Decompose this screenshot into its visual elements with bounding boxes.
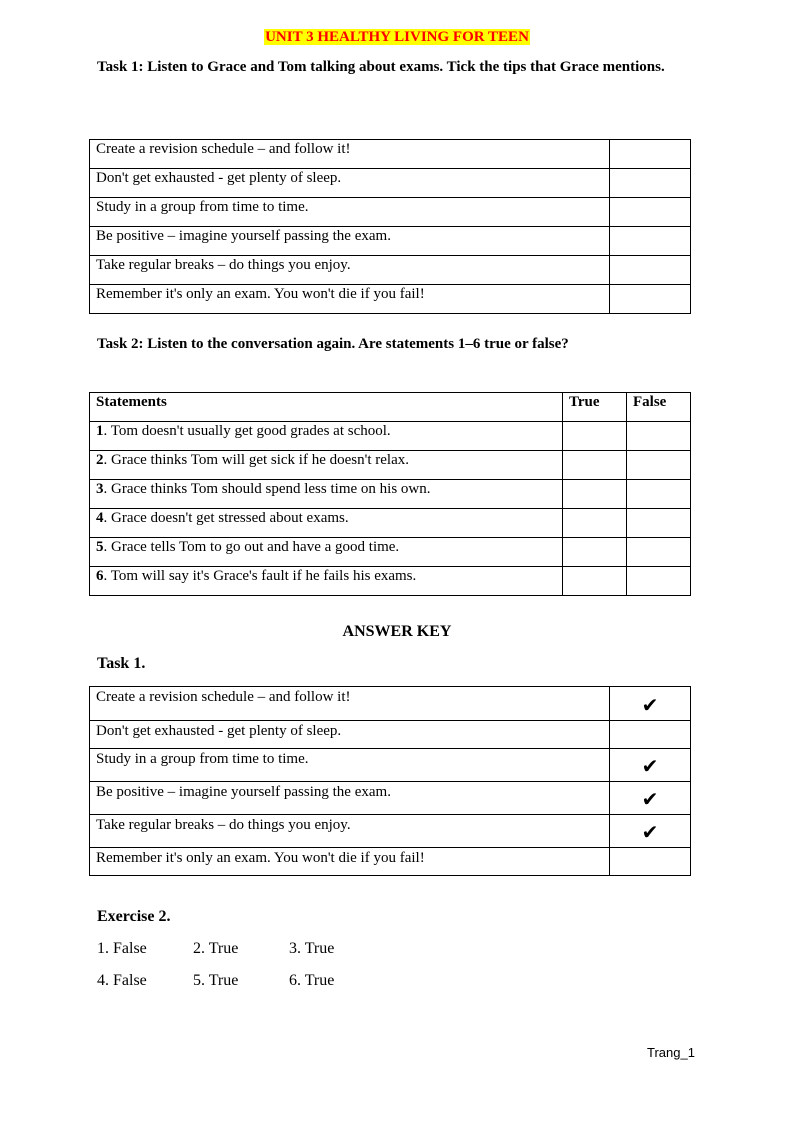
page-number: Trang_1 [647, 1045, 695, 1060]
answer-task1-label: Task 1. [97, 655, 146, 672]
tick-cell[interactable] [610, 169, 691, 198]
statement-number: 5 [96, 539, 104, 555]
tip-cell: Study in a group from time to time. [90, 198, 610, 227]
false-cell[interactable] [627, 538, 691, 567]
statement-number: 1 [96, 423, 104, 439]
tick-cell[interactable] [610, 256, 691, 285]
empty-mark-cell [610, 721, 691, 749]
tip-cell: Don't get exhausted - get plenty of sleep. [90, 169, 610, 198]
answer-item: 4. False [97, 972, 147, 989]
table-row [90, 848, 691, 876]
answer-item: 2. True [193, 940, 239, 957]
checkmark-icon: ✔ [610, 815, 691, 848]
table-row [90, 285, 691, 314]
tick-cell[interactable] [610, 198, 691, 227]
tip-cell: Be positive – imagine yourself passing the exam. [90, 782, 610, 815]
exercise2-answers-row [97, 972, 385, 990]
tip-cell: Create a revision schedule – and follow it! [90, 140, 610, 169]
exercise2-answers-row [97, 940, 385, 958]
tip-cell: Remember it's only an exam. You won't die if you fail! [90, 285, 610, 314]
tick-cell[interactable] [610, 140, 691, 169]
true-cell[interactable] [563, 422, 627, 451]
table-row [90, 422, 691, 451]
statement-number: 2 [96, 452, 104, 468]
table-row [90, 227, 691, 256]
table-row [90, 451, 691, 480]
table-row [90, 198, 691, 227]
checkmark-icon: ✔ [610, 749, 691, 782]
false-cell[interactable] [627, 509, 691, 538]
statement-text: . Grace tells Tom to go out and have a good time. [103, 539, 400, 555]
table-row [90, 782, 691, 815]
tick-cell[interactable] [610, 285, 691, 314]
statement-number: 3 [96, 481, 104, 497]
tip-cell: Be positive – imagine yourself passing the exam. [90, 227, 610, 256]
false-cell[interactable] [627, 451, 691, 480]
table-row [90, 256, 691, 285]
task2-table [89, 392, 691, 596]
table-row [90, 815, 691, 848]
true-header: True [563, 393, 627, 422]
statement-number: 4 [96, 510, 104, 526]
answer-key-heading: ANSWER KEY [342, 623, 452, 640]
tip-cell: Remember it's only an exam. You won't die if you fail! [90, 848, 610, 876]
statements-header: Statements [90, 393, 563, 422]
checkmark-icon: ✔ [610, 782, 691, 815]
table-row [90, 749, 691, 782]
tip-cell: Don't get exhausted - get plenty of sleep. [90, 721, 610, 749]
statement-cell [90, 480, 563, 509]
false-cell[interactable] [627, 480, 691, 509]
statement-cell [90, 538, 563, 567]
table-row [90, 140, 691, 169]
true-cell[interactable] [563, 567, 627, 596]
false-header: False [627, 393, 691, 422]
answer-item: 1. False [97, 940, 147, 957]
statement-cell [90, 567, 563, 596]
statement-text: . Grace thinks Tom will get sick if he doesn't relax. [103, 452, 409, 468]
tick-cell[interactable] [610, 227, 691, 256]
true-cell[interactable] [563, 480, 627, 509]
worksheet-title: UNIT 3 HEALTHY LIVING FOR TEEN [265, 29, 529, 45]
false-cell[interactable] [627, 422, 691, 451]
empty-mark-cell [610, 848, 691, 876]
tip-cell: Study in a group from time to time. [90, 749, 610, 782]
statement-text: . Tom doesn't usually get good grades at school. [103, 423, 391, 439]
statement-cell [90, 422, 563, 451]
answer-item: 6. True [289, 972, 335, 989]
table-row [90, 538, 691, 567]
tip-cell: Create a revision schedule – and follow it! [90, 687, 610, 721]
statement-text: . Grace thinks Tom should spend less time on his own. [103, 481, 431, 497]
statement-text: . Grace doesn't get stressed about exams. [103, 510, 349, 526]
statement-cell [90, 451, 563, 480]
statement-text: . Tom will say it's Grace's fault if he fails his exams. [103, 568, 417, 584]
statement-number: 6 [96, 568, 104, 584]
table-header-row [90, 393, 691, 422]
false-cell[interactable] [627, 567, 691, 596]
task1-table [89, 139, 691, 314]
true-cell[interactable] [563, 538, 627, 567]
statement-cell [90, 509, 563, 538]
task1-instruction: Task 1: Listen to Grace and Tom talking about exams. Tick the tips that Grace mentions. [97, 59, 665, 75]
true-cell[interactable] [563, 451, 627, 480]
answer-task1-table [89, 686, 691, 876]
true-cell[interactable] [563, 509, 627, 538]
tip-cell: Take regular breaks – do things you enjoy. [90, 815, 610, 848]
tip-cell: Take regular breaks – do things you enjoy. [90, 256, 610, 285]
table-row [90, 169, 691, 198]
table-row [90, 721, 691, 749]
checkmark-icon: ✔ [610, 687, 691, 721]
table-row [90, 509, 691, 538]
exercise2-label: Exercise 2. [97, 908, 171, 925]
table-row [90, 480, 691, 509]
table-row [90, 687, 691, 721]
task2-instruction: Task 2: Listen to the conversation again. Are statements 1–6 true or false? [97, 336, 569, 352]
table-row [90, 567, 691, 596]
answer-item: 3. True [289, 940, 335, 957]
answer-item: 5. True [193, 972, 239, 989]
